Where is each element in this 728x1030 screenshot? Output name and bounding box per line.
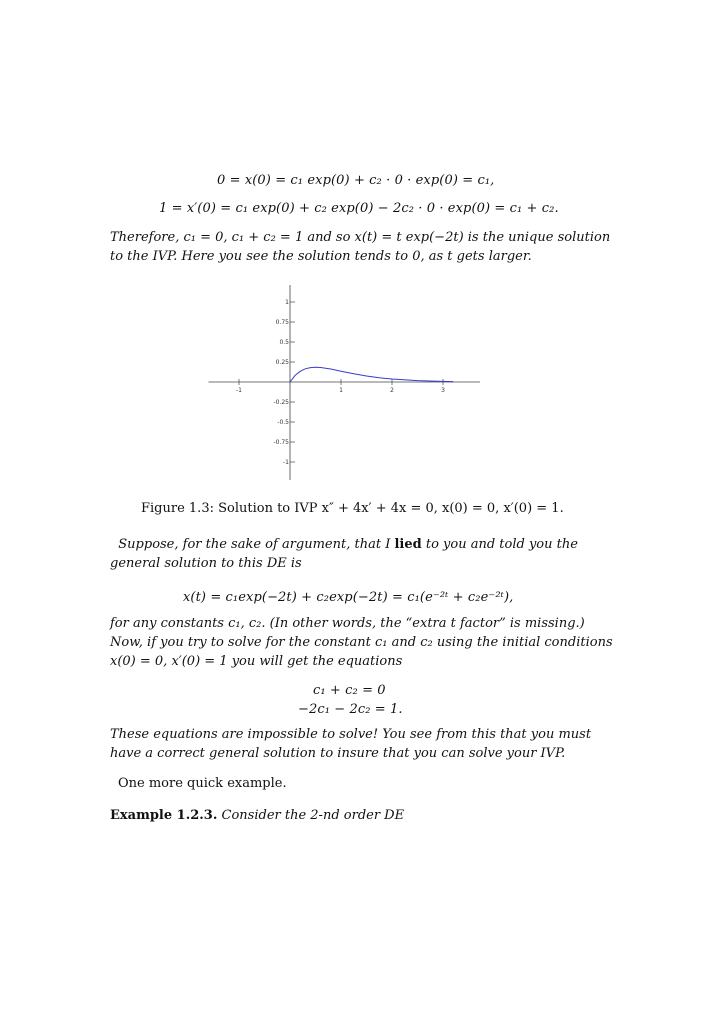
- example-label: Example 1.2.3.: [110, 808, 218, 823]
- y-tick-label: -0.5: [277, 419, 289, 426]
- y-tick-label: -1: [283, 459, 289, 466]
- x-tick-label: -1: [236, 387, 242, 394]
- example-heading: [110, 806, 404, 825]
- plot-curve: [290, 367, 453, 382]
- y-tick-label: 0.75: [275, 319, 289, 326]
- paragraph-line: Therefore, c₁ = 0, c₁ + c₂ = 1 and so x(t) = t exp(−2t) is the unique solution: [110, 230, 611, 245]
- paragraph-line: [110, 535, 590, 554]
- paragraph-impossible: [110, 725, 590, 763]
- system-equation-1: c₁ + c₂ = 0: [313, 683, 386, 698]
- paragraph-one-more: One more quick example.: [118, 776, 287, 791]
- y-tick-label: -0.75: [273, 439, 289, 446]
- paragraph-line: x(0) = 0, x′(0) = 1 you will get the equations: [110, 654, 403, 669]
- paragraph-line: Now, if you try to solve for the constant c₁ and c₂ using the initial conditions: [110, 635, 613, 650]
- y-tick-label: 1: [285, 299, 289, 306]
- paragraph-line: to the IVP. Here you see the solution tends to 0, as t gets larger.: [110, 249, 532, 264]
- paragraph-line: These equations are impossible to solve! You see from this that you must: [110, 727, 592, 742]
- solution-curve: [290, 367, 453, 382]
- y-tick-label: 0.5: [279, 339, 289, 346]
- system-equation-2: −2c₁ − 2c₂ = 1.: [298, 702, 403, 717]
- paragraph-suppose: [110, 535, 590, 573]
- x-tick-label: 2: [390, 387, 394, 394]
- paragraph-line: have a correct general solution to insure that you can solve your IVP.: [110, 746, 566, 761]
- paragraph-constants: [110, 614, 613, 671]
- y-tick-label: 0.25: [275, 359, 289, 366]
- solution-plot: [200, 280, 480, 480]
- plot-axes: [209, 285, 481, 480]
- bold-word-lied: lied: [394, 537, 422, 552]
- text-segment: Suppose, for the sake of argument, that I: [118, 537, 395, 552]
- x-tick-label: 3: [441, 387, 445, 394]
- y-tick-label: -0.25: [273, 399, 289, 406]
- equation-x0: 0 = x(0) = c₁ exp(0) + c₂ · 0 · exp(0) = c₁,: [217, 173, 495, 188]
- figure-caption: Figure 1.3: Solution to IVP x″ + 4x′ + 4x = 0, x(0) = 0, x′(0) = 1.: [141, 501, 564, 516]
- paragraph-therefore: [110, 228, 611, 266]
- text-segment: to you and told you the: [421, 537, 578, 552]
- equation-wrong-general-solution: x(t) = c₁exp(−2t) + c₂exp(−2t) = c₁(e⁻²ᵗ + c₂e⁻²ᵗ),: [183, 590, 514, 605]
- paragraph-line: general solution to this DE is: [110, 556, 302, 571]
- example-text: Consider the 2-nd order DE: [221, 808, 405, 823]
- equation-xprime0: 1 = x′(0) = c₁ exp(0) + c₂ exp(0) − 2c₂ · 0 · exp(0) = c₁ + c₂.: [159, 201, 559, 216]
- x-tick-label: 1: [339, 387, 343, 394]
- paragraph-line: for any constants c₁, c₂. (In other words, the “extra t factor” is missing.): [110, 616, 585, 631]
- plot-ticks: [236, 299, 445, 466]
